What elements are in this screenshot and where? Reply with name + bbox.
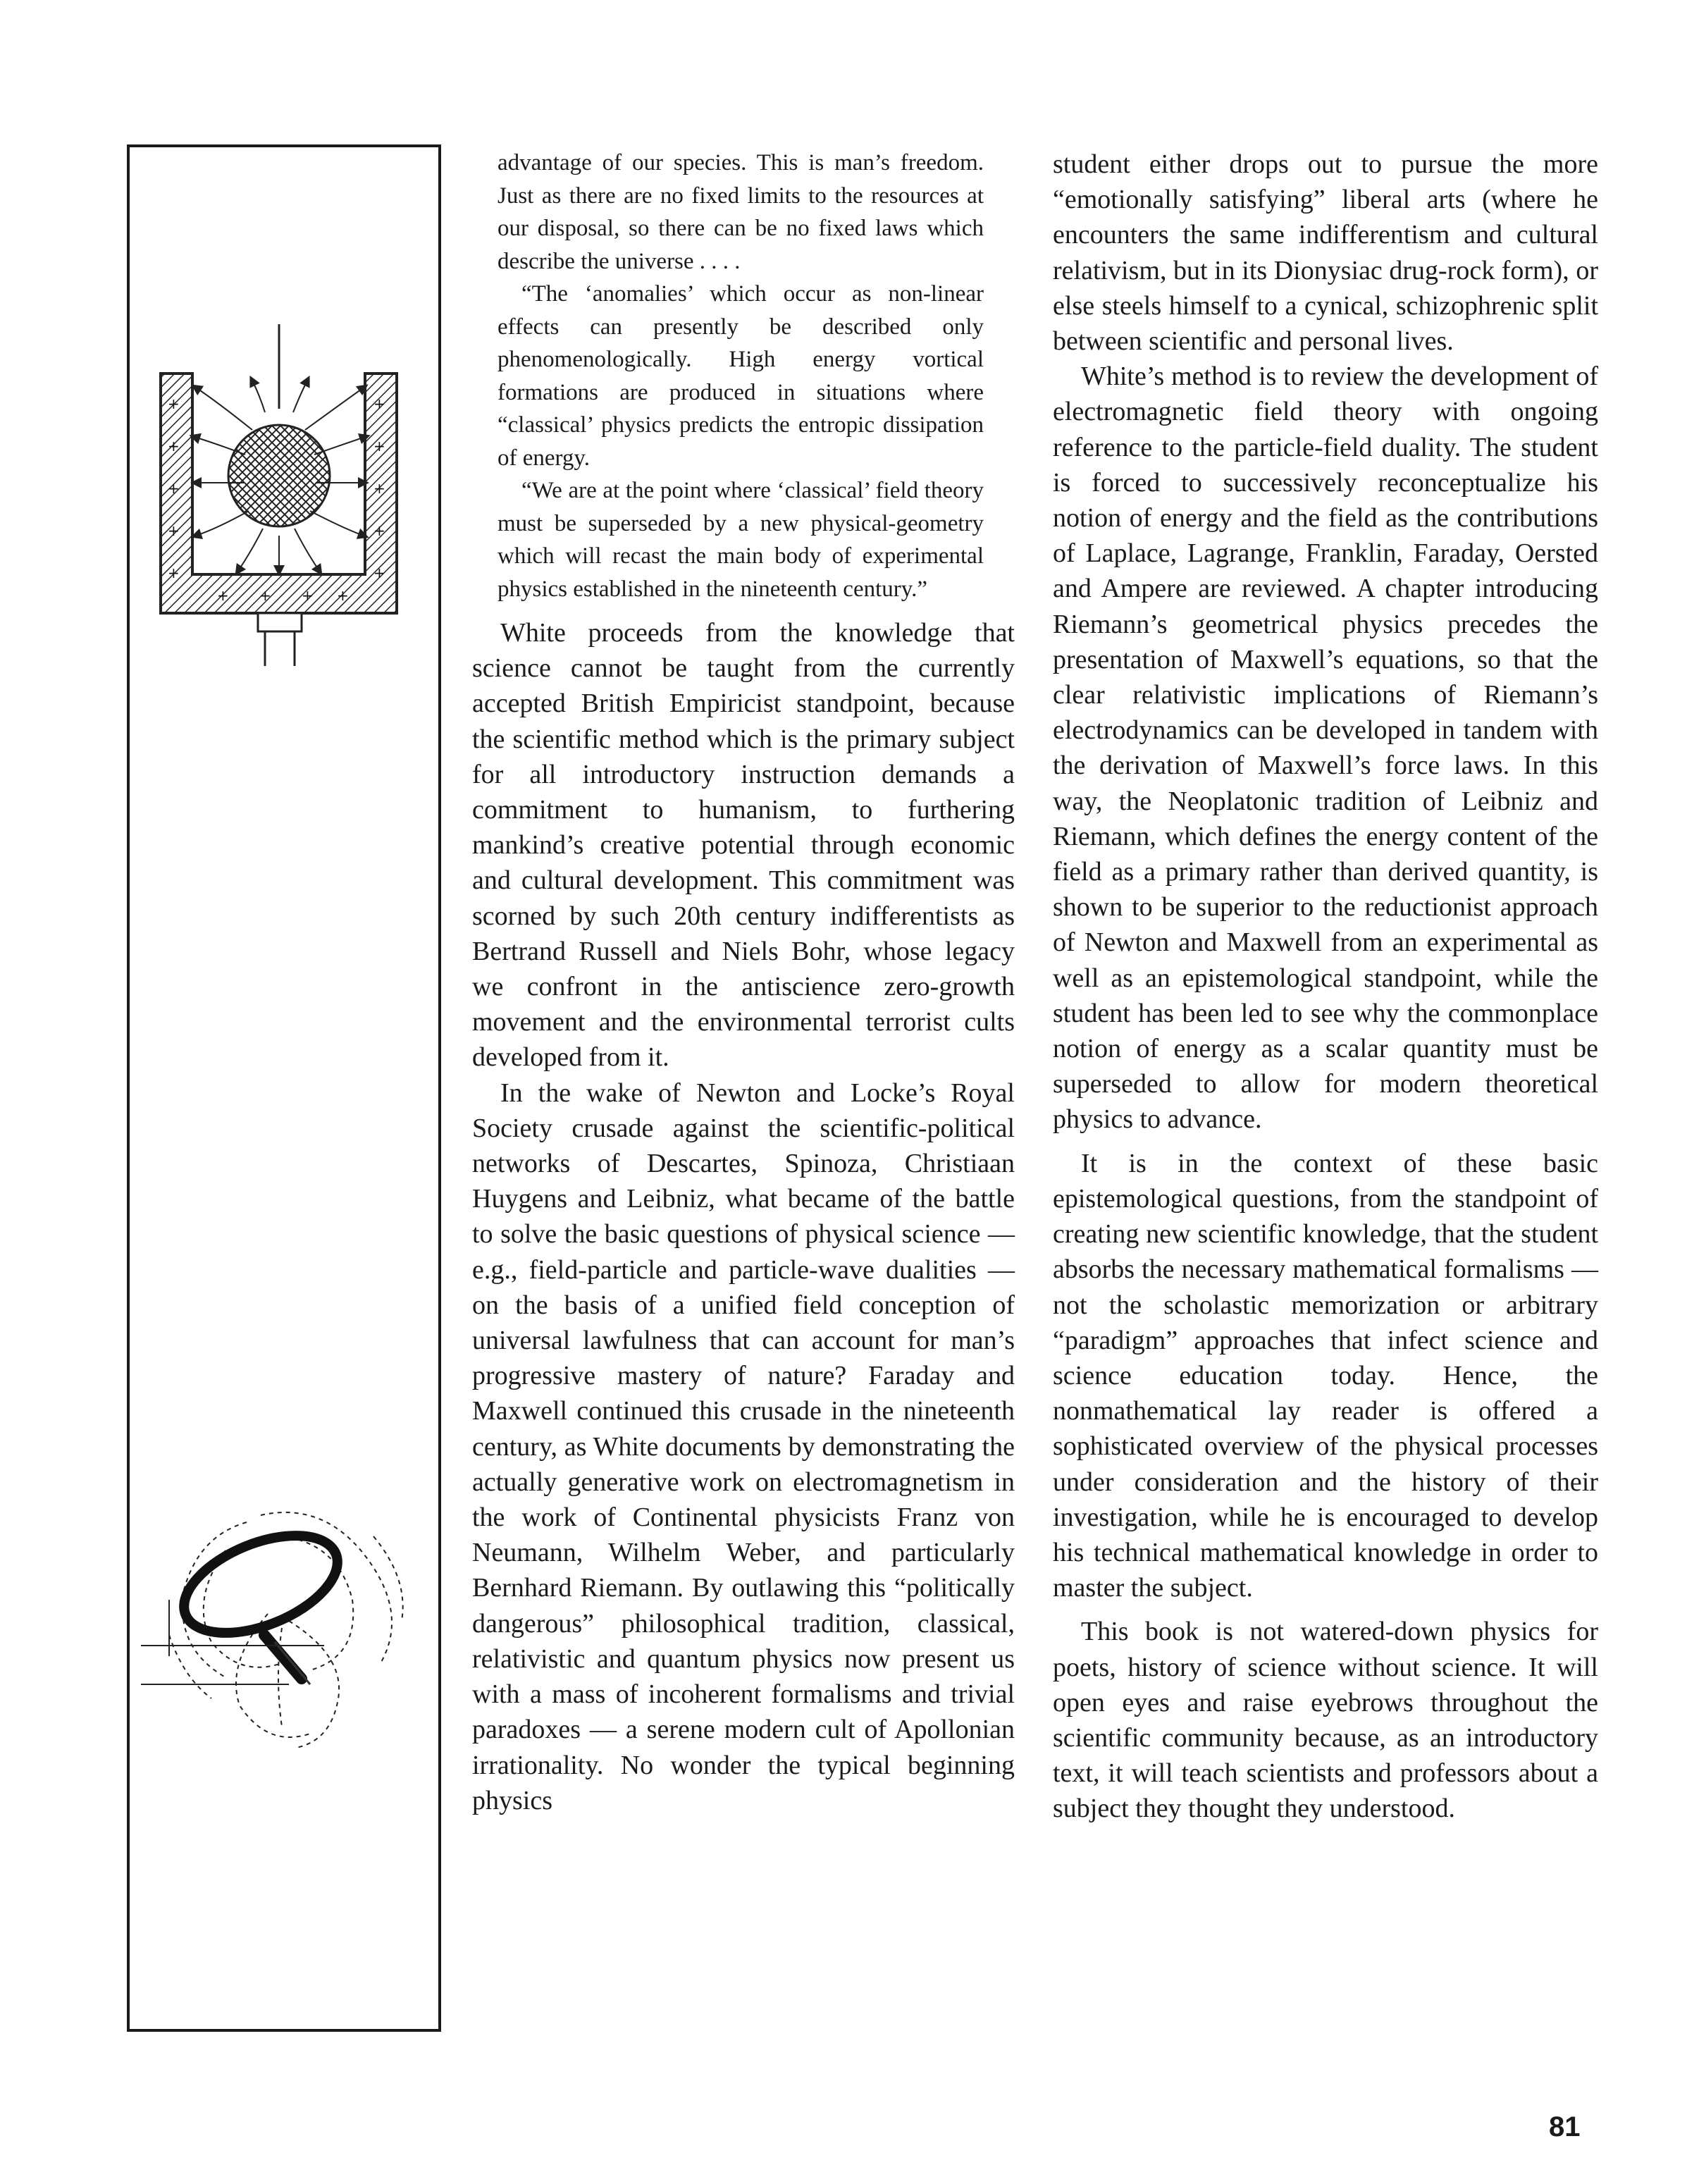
page-number: 81 <box>1549 2111 1581 2142</box>
svg-text:+: + <box>373 480 385 497</box>
svg-text:+: + <box>373 522 385 539</box>
middle-column <box>472 147 1015 1818</box>
svg-text:+: + <box>259 587 271 604</box>
body-paragraph-epistemological-context: It is in the context of these basic epistemological questions, from the standpoint of creating new scientific knowledge, that the student absorbs the necessary mathematical formalisms — not the scholastic memorization or arbitrary “paradigm” approaches that infect science and science education today. Hence, the nonmathematical lay reader is offered a sophisticated overview of the physical processes under consideration and the history of their investigation, while he is encouraged to develop his technical mathematical knowledge in order to master the subject. <box>1053 1148 1598 1603</box>
body-paragraph-newton-locke: In the wake of Newton and Locke’s Royal Society crusade against the scientific-political networks of Descartes, Spinoza, Christiaan Huygens and Leibniz, what became of the battle to solve the basic questions of physical science — e.g., field-particle and particle-wave dualities — on the basis of a unified field conception of universal lawfulness that can account for man’s progressive mastery of nature? Faraday and Maxwell continued this crusade in the nineteenth century, as White documents by demonstrating the actually generative work on electromagnetism in the work of Continental physicists Franz von Neumann, Wilhelm Weber, and particularly Bernhard Riemann. By outlawing this “politically dangerous” philosophical tradition, classical, relativistic and quantum physics now present us with a mass of incoherent formalisms and trivial paradoxes — a serene modern cult of Apollonian irrationality. No wonder the typical beginning physics <box>472 1078 1015 1815</box>
quote-paragraph-2: “The ‘anomalies’ which occur as non-linear effects can presently be described only phenomenologically. High energy vortical formations are produced in situations where “classical’ physics predicts the entropic dissipation of energy. <box>498 281 984 471</box>
quote-paragraph-3: “We are at the point where ‘classical’ field theory must be superseded by a new physical-geometry which will recast the main body of experimental physics established in the nineteenth century.” <box>498 478 984 602</box>
body-paragraph-whites-method: White’s method is to review the development of electromagnetic field theory with ongoing reference to the particle-field duality. The student is forced to successively reconceptualize his notion of energy and the field as the contributions of Laplace, Lagrange, Franklin, Faraday, Oersted and Ampere are reviewed. A chapter introducing Riemann’s geometrical physics precedes the presentation of Maxwell’s equations, so that the clear relativistic implications of Riemann’s electrodynamics can be developed in tandem with the derivation of Maxwell’s force laws. In this way, the Neoplatonic tradition of Leibniz and Riemann, which defines the energy content of the field as a primary rather than derived quantity, is shown to be superior to the reductionist approach of Newton and Maxwell from an experimental as well as an epistemological standpoint, while the student has been led to see why the commonplace notion of energy as a scalar quantity must be superseded to allow for modern theoretical physics to advance. <box>1053 362 1598 1135</box>
svg-text:+: + <box>373 438 385 455</box>
body-paragraph-student-drops-out: student either drops out to pursue the more “emotionally satisfying” liberal arts (where he encounters the same indifferentism and cultural relativism, but in its Dionysiac drug-rock form), or else steels himself to a cynical, schizophrenic split between scientific and personal lives. <box>1053 149 1598 357</box>
svg-text:+: + <box>168 480 180 497</box>
svg-text:+: + <box>217 587 229 604</box>
svg-text:+: + <box>168 395 180 412</box>
right-column <box>1053 147 1598 1827</box>
body-paragraph-white-proceeds: White proceeds from the knowledge that science cannot be taught from the currently accepted British Empiricist standpoint, because the scientific method which is the primary subject for all introductory instruction demands a commitment to humanism, to furthering mankind’s creative potential through economic and cultural development. This commitment was scorned by such 20th century indifferentists as Bertrand Russell and Niels Bohr, whose legacy we confront in the antiscience zero-growth movement and the environmental terrorist cults developed from it. <box>472 618 1015 1073</box>
svg-text:+: + <box>168 564 180 581</box>
charged-sphere-field-illustration <box>154 324 407 670</box>
svg-text:+: + <box>337 587 349 604</box>
body-paragraph-not-watered-down: This book is not watered-down physics for poets, history of science without science. It will open eyes and raise eyebrows throughout the scientific community because, as an introductory text, it will teach scientists and professors about a subject they thought they understood. <box>1053 1617 1598 1824</box>
current-loop-magnetic-field-illustration <box>141 1494 423 1762</box>
svg-text:+: + <box>373 564 385 581</box>
svg-text:+: + <box>373 395 385 412</box>
svg-text:+: + <box>302 587 314 604</box>
svg-text:+: + <box>168 522 180 539</box>
svg-text:+: + <box>168 438 180 455</box>
quote-paragraph-1: advantage of our species. This is man’s freedom. Just as there are no fixed limits to the resources at our disposal, so there can be no fixed laws which describe the universe . . . . <box>498 150 984 274</box>
